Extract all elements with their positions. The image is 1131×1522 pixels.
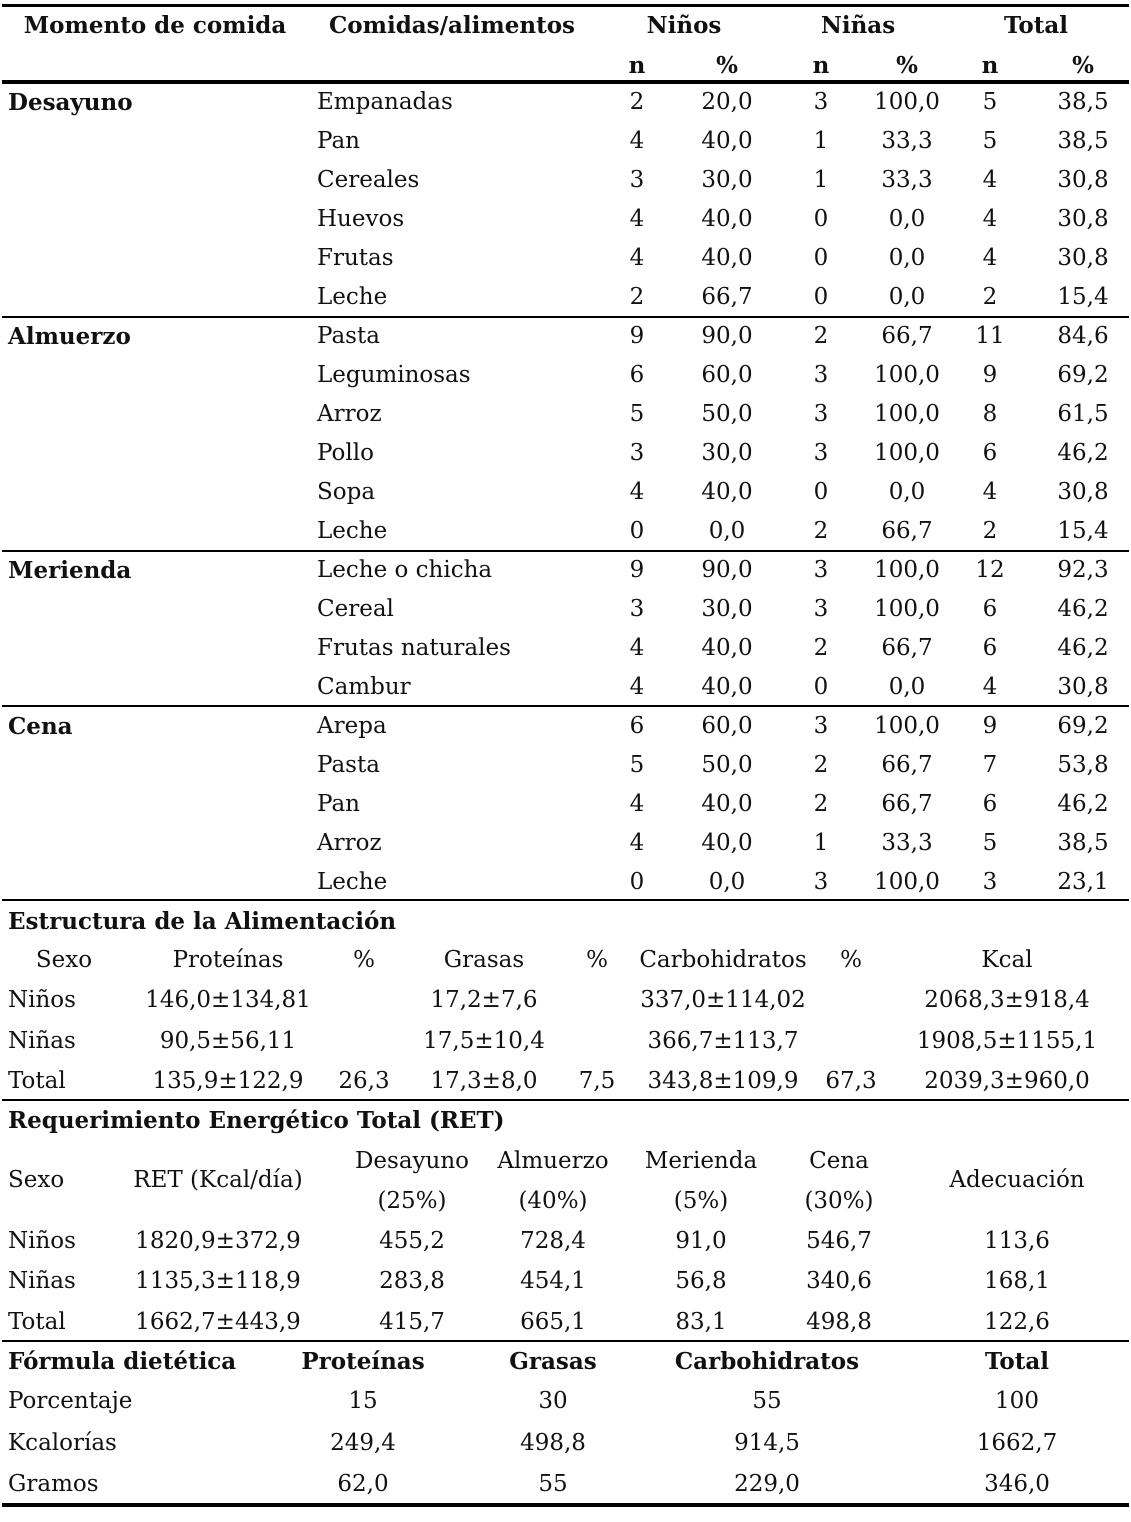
table-value: 455,2 (379, 1228, 445, 1254)
food-name: Empanadas (317, 89, 453, 115)
table-value: 30,8 (1057, 674, 1109, 700)
table-value: 6 (982, 596, 998, 622)
formula-header: Grasas (509, 1348, 597, 1375)
table-value: 1 (813, 830, 829, 856)
ret-header-ret: RET (Kcal/día) (133, 1167, 303, 1193)
food-name: Cereal (317, 596, 394, 622)
table-value: 3 (813, 440, 829, 466)
table-value: 337,0±114,02 (640, 987, 806, 1013)
table-value: 2039,3±960,0 (924, 1068, 1090, 1094)
estructura-header: Grasas (443, 947, 525, 973)
ret-header-cena: Cena (809, 1148, 869, 1174)
table-value: 3 (813, 401, 829, 427)
table-value: 40,0 (701, 635, 753, 661)
table-value: 122,6 (984, 1309, 1050, 1335)
food-name: Leche o chicha (317, 557, 493, 583)
sex-label: Niños (8, 987, 76, 1013)
ret-title: Requerimiento Energético Total (RET) (8, 1107, 505, 1134)
table-value: 66,7 (881, 752, 933, 778)
table-value: 60,0 (701, 713, 753, 739)
subheader-percent: % (1072, 52, 1094, 79)
table-value: 23,1 (1057, 869, 1109, 895)
food-name: Frutas naturales (317, 635, 511, 661)
table-value: 50,0 (701, 752, 753, 778)
table-value: 5 (982, 128, 998, 154)
table-value: 2 (982, 518, 998, 544)
header-ninas: Niñas (820, 12, 896, 39)
table-value: 3 (813, 596, 829, 622)
table-value: 40,0 (701, 479, 753, 505)
table-value: 4 (629, 791, 645, 817)
meal-group-label: Merienda (8, 557, 132, 584)
food-name: Pasta (317, 323, 380, 349)
table-value: 4 (982, 206, 998, 232)
table-value: 30,8 (1057, 479, 1109, 505)
ret-header-almuerzo-pct: (40%) (518, 1188, 588, 1214)
table-value: 3 (813, 557, 829, 583)
table-value: 100,0 (874, 596, 940, 622)
table-value: 66,7 (881, 635, 933, 661)
table-value: 40,0 (701, 830, 753, 856)
table-value: 1820,9±372,9 (135, 1228, 301, 1254)
table-value: 0 (629, 518, 645, 544)
ret-header-merienda-pct: (5%) (673, 1188, 729, 1214)
food-name: Huevos (317, 206, 405, 232)
table-value: 100,0 (874, 713, 940, 739)
table-value: 17,3±8,0 (430, 1068, 538, 1094)
sex-label: Total (8, 1309, 66, 1335)
table-value: 5 (982, 89, 998, 115)
table-value: 6 (982, 635, 998, 661)
table-value: 100,0 (874, 440, 940, 466)
subheader-n: n (981, 52, 999, 79)
table-value: 46,2 (1057, 635, 1109, 661)
ret-header-cena-pct: (30%) (804, 1188, 874, 1214)
table-value: 100,0 (874, 869, 940, 895)
sex-label: Niños (8, 1228, 76, 1254)
food-name: Leche (317, 284, 388, 310)
table-rule (2, 80, 1129, 84)
table-value: 100,0 (874, 401, 940, 427)
table-value: 2 (813, 635, 829, 661)
table-value: 0 (813, 674, 829, 700)
subheader-percent: % (716, 52, 738, 79)
meal-group-label: Desayuno (8, 89, 133, 116)
table-value: 33,3 (881, 128, 933, 154)
meal-group-label: Almuerzo (8, 323, 131, 350)
table-value: 914,5 (734, 1430, 800, 1456)
table-value: 4 (629, 830, 645, 856)
table-value: 4 (629, 206, 645, 232)
table-value: 3 (813, 89, 829, 115)
food-name: Leche (317, 869, 388, 895)
table-value: 346,0 (984, 1471, 1050, 1497)
table-value: 0,0 (708, 869, 746, 895)
table-value: 6 (629, 362, 645, 388)
table-value: 1 (813, 167, 829, 193)
table-value: 66,7 (701, 284, 753, 310)
table-value: 17,2±7,6 (430, 987, 538, 1013)
food-name: Pasta (317, 752, 380, 778)
table-value: 30,0 (701, 167, 753, 193)
table-value: 55 (538, 1471, 568, 1497)
table-value: 1662,7 (976, 1430, 1058, 1456)
header-momento: Momento de comida (23, 12, 287, 39)
ret-header-desayuno: Desayuno (354, 1148, 470, 1174)
table-value: 0,0 (888, 479, 926, 505)
table-value: 498,8 (806, 1309, 872, 1335)
ret-header-desayuno-pct: (25%) (377, 1188, 447, 1214)
table-value: 100,0 (874, 89, 940, 115)
table-value: 30,8 (1057, 206, 1109, 232)
table-value: 9 (982, 713, 998, 739)
formula-row-label: Gramos (8, 1471, 99, 1497)
table-value: 33,3 (881, 167, 933, 193)
sex-label: Niñas (8, 1268, 76, 1294)
table-value: 340,6 (806, 1268, 872, 1294)
table-value: 53,8 (1057, 752, 1109, 778)
table-value: 0 (813, 206, 829, 232)
table-value: 168,1 (984, 1268, 1050, 1294)
table-value: 66,7 (881, 323, 933, 349)
table-value: 30,0 (701, 440, 753, 466)
table-value: 146,0±134,81 (145, 987, 311, 1013)
table-value: 366,7±113,7 (647, 1028, 799, 1054)
table-value: 40,0 (701, 791, 753, 817)
sex-label: Niñas (8, 1028, 76, 1054)
table-value: 4 (629, 245, 645, 271)
table-value: 0,0 (888, 245, 926, 271)
table-rule (2, 550, 1129, 552)
table-value: 40,0 (701, 245, 753, 271)
food-name: Pan (317, 791, 360, 817)
table-value: 50,0 (701, 401, 753, 427)
table-value: 55 (752, 1388, 782, 1414)
table-value: 546,7 (806, 1228, 872, 1254)
table-value: 4 (982, 167, 998, 193)
table-rule (2, 705, 1129, 707)
table-value: 2 (813, 752, 829, 778)
formula-title: Fórmula dietética (8, 1348, 237, 1375)
table-value: 0,0 (708, 518, 746, 544)
table-value: 60,0 (701, 362, 753, 388)
table-value: 0,0 (888, 674, 926, 700)
table-value: 66,7 (881, 791, 933, 817)
table-value: 1 (813, 128, 829, 154)
table-value: 6 (982, 440, 998, 466)
table-value: 665,1 (520, 1309, 586, 1335)
table-value: 12 (975, 557, 1005, 583)
table-value: 5 (629, 752, 645, 778)
table-value: 3 (629, 167, 645, 193)
table-value: 0 (813, 479, 829, 505)
table-value: 100,0 (874, 362, 940, 388)
table-value: 90,0 (701, 323, 753, 349)
header-ninos: Niños (646, 12, 722, 39)
table-value: 30 (538, 1388, 568, 1414)
table-value: 1135,3±118,9 (135, 1268, 301, 1294)
table-value: 69,2 (1057, 713, 1109, 739)
table-value: 0 (813, 245, 829, 271)
table-value: 343,8±109,9 (647, 1068, 799, 1094)
estructura-header: Sexo (35, 947, 93, 973)
estructura-header: Kcal (981, 947, 1033, 973)
table-rule (2, 1340, 1129, 1342)
estructura-header: Carbohidratos (639, 947, 807, 973)
table-value: 3 (813, 362, 829, 388)
table-value: 46,2 (1057, 791, 1109, 817)
table-value: 69,2 (1057, 362, 1109, 388)
table-value: 40,0 (701, 206, 753, 232)
table-value: 2 (629, 284, 645, 310)
table-value: 83,1 (675, 1309, 727, 1335)
table-value: 20,0 (701, 89, 753, 115)
subheader-percent: % (896, 52, 918, 79)
table-value: 135,9±122,9 (152, 1068, 304, 1094)
estructura-header: Proteínas (172, 947, 284, 973)
food-name: Cereales (317, 167, 420, 193)
food-name: Sopa (317, 479, 376, 505)
table-rule (2, 316, 1129, 318)
table-value: 2 (813, 791, 829, 817)
formula-row-label: Porcentaje (8, 1388, 133, 1414)
table-value: 38,5 (1057, 830, 1109, 856)
table-value: 30,8 (1057, 167, 1109, 193)
ret-header-sexo: Sexo (8, 1167, 65, 1193)
table-value: 4 (629, 674, 645, 700)
table-value: 1662,7±443,9 (135, 1309, 301, 1335)
food-name: Arepa (317, 713, 387, 739)
table-value: 3 (813, 869, 829, 895)
subheader-n: n (812, 52, 830, 79)
table-value: 4 (982, 245, 998, 271)
table-value: 46,2 (1057, 596, 1109, 622)
table-value: 7 (982, 752, 998, 778)
table-value: 30,8 (1057, 245, 1109, 271)
table-value: 62,0 (337, 1471, 389, 1497)
table-value: 100 (995, 1388, 1039, 1414)
table-value: 5 (629, 401, 645, 427)
table-value: 1908,5±1155,1 (916, 1028, 1098, 1054)
table-value: 40,0 (701, 128, 753, 154)
table-value: 15 (348, 1388, 378, 1414)
table-value: 61,5 (1057, 401, 1109, 427)
table-value: 0,0 (888, 284, 926, 310)
table-value: 415,7 (379, 1309, 445, 1335)
food-name: Cambur (317, 674, 411, 700)
table-value: 30,0 (701, 596, 753, 622)
table-value: 92,3 (1057, 557, 1109, 583)
table-value: 3 (813, 713, 829, 739)
table-value: 113,6 (984, 1228, 1050, 1254)
table-value: 4 (982, 674, 998, 700)
table-value: 3 (982, 869, 998, 895)
table-value: 90,5±56,11 (159, 1028, 297, 1054)
table-value: 5 (982, 830, 998, 856)
ret-header-adecuacion: Adecuación (949, 1167, 1085, 1193)
table-value: 38,5 (1057, 128, 1109, 154)
table-value: 4 (629, 479, 645, 505)
table-value: 2068,3±918,4 (924, 987, 1090, 1013)
table-value: 9 (629, 323, 645, 349)
table-value: 26,3 (338, 1068, 390, 1094)
table-value: 2 (629, 89, 645, 115)
table-value: 498,8 (520, 1430, 586, 1456)
table-value: 6 (982, 791, 998, 817)
table-value: 17,5±10,4 (423, 1028, 545, 1054)
table-value: 229,0 (734, 1471, 800, 1497)
table-value: 66,7 (881, 518, 933, 544)
sex-label: Total (8, 1068, 66, 1094)
table-value: 46,2 (1057, 440, 1109, 466)
table-value: 0 (813, 284, 829, 310)
table-value: 9 (629, 557, 645, 583)
estructura-header: % (353, 947, 375, 973)
table-value: 3 (629, 596, 645, 622)
table-value: 4 (629, 635, 645, 661)
food-name: Arroz (317, 401, 382, 427)
food-name: Leche (317, 518, 388, 544)
estructura-header: % (840, 947, 862, 973)
table-value: 100,0 (874, 557, 940, 583)
table-value: 2 (813, 323, 829, 349)
table-value: 7,5 (578, 1068, 616, 1094)
table-value: 9 (982, 362, 998, 388)
table-value: 6 (629, 713, 645, 739)
header-total: Total (1003, 12, 1069, 39)
table-value: 67,3 (825, 1068, 877, 1094)
ret-header-almuerzo: Almuerzo (497, 1148, 609, 1174)
food-name: Pan (317, 128, 360, 154)
table-value: 3 (629, 440, 645, 466)
ret-header-merienda: Merienda (644, 1148, 758, 1174)
table-value: 2 (813, 518, 829, 544)
table-value: 91,0 (675, 1228, 727, 1254)
table-value: 15,4 (1057, 518, 1109, 544)
header-comidas: Comidas/alimentos (328, 12, 576, 39)
table-value: 4 (982, 479, 998, 505)
estructura-title: Estructura de la Alimentación (8, 908, 397, 935)
formula-header: Carbohidratos (674, 1348, 860, 1375)
table-value: 8 (982, 401, 998, 427)
table-value: 33,3 (881, 830, 933, 856)
table-value: 15,4 (1057, 284, 1109, 310)
food-name: Frutas (317, 245, 394, 271)
table-value: 2 (982, 284, 998, 310)
food-name: Leguminosas (317, 362, 471, 388)
table-value: 728,4 (520, 1228, 586, 1254)
table-value: 454,1 (520, 1268, 586, 1294)
food-name: Pollo (317, 440, 374, 466)
table-rule (2, 899, 1129, 901)
table-rule (2, 4, 1129, 7)
table-value: 0 (629, 869, 645, 895)
table-value: 11 (975, 323, 1005, 349)
table-value: 4 (629, 128, 645, 154)
formula-header: Total (984, 1348, 1050, 1375)
table-value: 90,0 (701, 557, 753, 583)
table-value: 249,4 (330, 1430, 396, 1456)
table-value: 38,5 (1057, 89, 1109, 115)
formula-header: Proteínas (301, 1348, 425, 1375)
table-value: 40,0 (701, 674, 753, 700)
food-name: Arroz (317, 830, 382, 856)
table-rule (2, 1503, 1129, 1507)
meal-group-label: Cena (8, 713, 73, 740)
table-value: 84,6 (1057, 323, 1109, 349)
table-value: 283,8 (379, 1268, 445, 1294)
table-value: 0,0 (888, 206, 926, 232)
table-rule (2, 1099, 1129, 1101)
estructura-header: % (586, 947, 608, 973)
table-value: 56,8 (675, 1268, 727, 1294)
subheader-n: n (628, 52, 646, 79)
formula-row-label: Kcalorías (8, 1430, 117, 1456)
